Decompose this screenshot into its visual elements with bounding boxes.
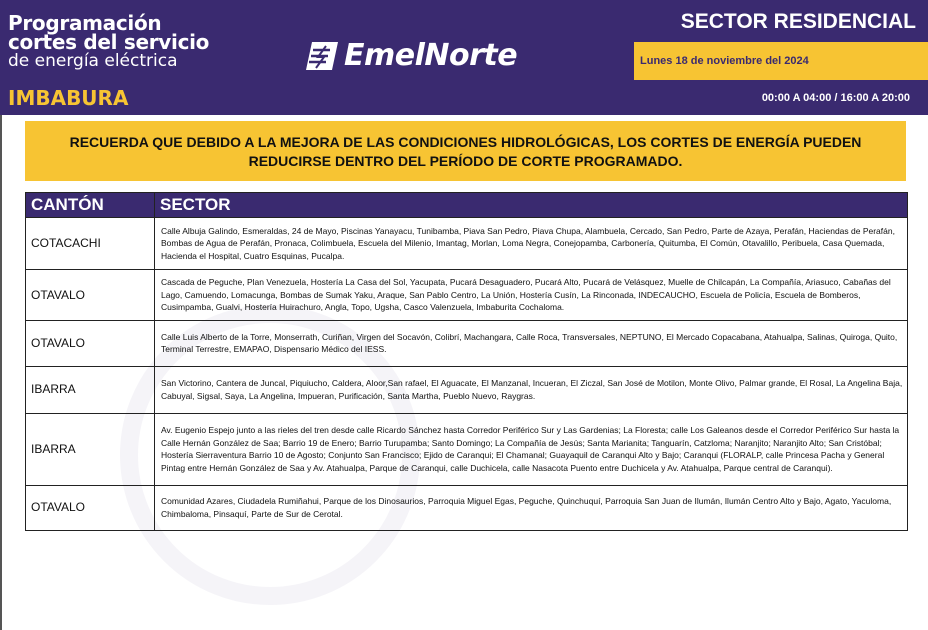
column-header-sector: SECTOR	[155, 193, 908, 218]
canton-cell: OTAVALO	[26, 485, 155, 530]
canton-cell: IBARRA	[26, 413, 155, 485]
column-header-canton: CANTÓN	[26, 193, 155, 218]
canton-cell: OTAVALO	[26, 270, 155, 321]
table-row	[26, 218, 908, 270]
notice-line-1: RECUERDA QUE DEBIDO A LA MEJORA DE LAS CONDICIONES HIDROLÓGICAS, LOS CORTES DE ENERGÍA PUEDEN	[69, 134, 862, 150]
sector-cell: San Victorino, Cantera de Juncal, Piquiucho, Caldera, Aloor,San rafael, El Aguacate, El Manzanal, Incueran, El Ziczal, San José de Motilon, Monte Olivo, Palmar grande, El Rosal, La Angelina Baja, Cabuyal, Sigsal, Saya, La Angelina, Impueran, Purificación, Santa Martha, Pueblo Nuevo, Raygras.	[155, 366, 908, 413]
notice-banner	[25, 121, 906, 181]
province-label: IMBABURA	[8, 86, 129, 110]
table-header-row	[26, 193, 908, 218]
time-range: 00:00 A 04:00 / 16:00 A 20:00	[761, 92, 910, 104]
sector-cell: Comunidad Azares, Ciudadela Rumiñahui, Parque de los Dinosaurios, Parroquia Miguel Egas, Peguche, Quinchuquí, Parroquia San Juan de Ilumán, Ilumán Centro Alto y Bajo, Agato, Yaculoma, Chimbaloma, Pinsaquí, Parte de Sur de Cerotal.	[155, 485, 908, 530]
emelnorte-logo-icon	[302, 40, 340, 72]
table-row	[26, 413, 908, 485]
sector-cell: Calle Luis Alberto de la Torre, Monserrath, Curiñan, Virgen del Socavón, Colibrí, Machangara, Calle Roca, Transversales, NEPTUNO, El Mercado Copacabana, Atahualpa, Salinas, Quiroga, Quito, Terminal Terrestre, EMAPAO, Dispensario Médico del IESS.	[155, 320, 908, 366]
canton-cell: IBARRA	[26, 366, 155, 413]
table-row	[26, 270, 908, 321]
title-line-3: de energía eléctrica	[8, 51, 178, 71]
title-line-2: cortes del servicio	[8, 30, 210, 54]
table-row	[26, 366, 908, 413]
canton-cell: OTAVALO	[26, 320, 155, 366]
brand-name: EmelNorte	[344, 38, 518, 73]
table-row	[26, 485, 908, 530]
sector-title: SECTOR RESIDENCIAL	[680, 10, 916, 33]
notice-line-2: REDUCIRSE DENTRO DEL PERÍODO DE CORTE PROGRAMADO.	[248, 153, 683, 169]
schedule-title	[8, 11, 210, 71]
canton-cell: COTACACHI	[26, 218, 155, 270]
page-left-border	[0, 115, 2, 630]
table-row	[26, 320, 908, 366]
schedule-date: Lunes 18 de noviembre del 2024	[634, 42, 928, 80]
brand-logo	[302, 38, 517, 73]
sector-cell: Av. Eugenio Espejo junto a las rieles del tren desde calle Ricardo Sánchez hasta Corredor Periférico Sur y Las Gardenias; La Floresta; calle Los Galeanos desde el Corredor Periférico Sur hasta la Calle Hernán González de Saa; Barrio 19 de Enero; Barrio Turupamba; Santo Domingo; La Compañía de Jesús; Santa Marianita; Tanguarín, Catzloma; Naranjito; Naranjito Alto; San Cristóbal; Hostería Sierraventura Barrio 10 de Agosto; Conjunto San Francisco; Ejido de Caranqui; El Chamanal; Guayaquil de Caranqui Alto y Bajo; Caranqui (FLORALP, calle Princesa Pacha y General Pintag entre Hernán González de Saa y Av. Atahualpa, Parque de Caranqui, calle Duchicela, calle Nasacota Puento entre Duchicela y Av. Atahualpa, Parque central de Caranqui).	[155, 413, 908, 485]
sector-cell: Cascada de Peguche, Plan Venezuela, Hostería La Casa del Sol, Yacupata, Pucará Desaguadero, Pucará Alto, Pucará de Velásquez, Muelle de Chilcapán, La Compañía, Ariasuco, Cabañas del Lago, Camuendo, Lomacunga, Bombas de Sumak Yaku, Araque, San Pablo Centro, La Unión, Hostería Cusín, La Rinconada, INDECAUCHO, Escuela de Policía, Escuela de Bomberos, Cusimpamba, Gualvi, Hostería Huirachuro, Angla, Topo, Ugsha, Casco Valenzuela, Imbaburita Cochaloma.	[155, 270, 908, 321]
schedule-table	[25, 192, 908, 531]
title-line-1: Programación	[8, 11, 162, 35]
header-banner	[0, 0, 928, 115]
sector-cell: Calle Albuja Galindo, Esmeraldas, 24 de Mayo, Piscinas Yanayacu, Tunibamba, Piava San Pedro, Piava Chupa, Alambuela, Cercado, San Pedro, Parte de Azaya, Perafán, Haciendas de Perafán, Bombas de Agua de Perafán, Pronaca, Colimbuela, Escuela del Milenio, Imantag, Morlan, Loma Negra, Conejopamba, Carbonería, Quitumba, El Común, Otavalillo, Peribuela, Casa Quemada, Hacienda el Hospital, Cuatro Esquinas, Pucalpa.	[155, 218, 908, 270]
